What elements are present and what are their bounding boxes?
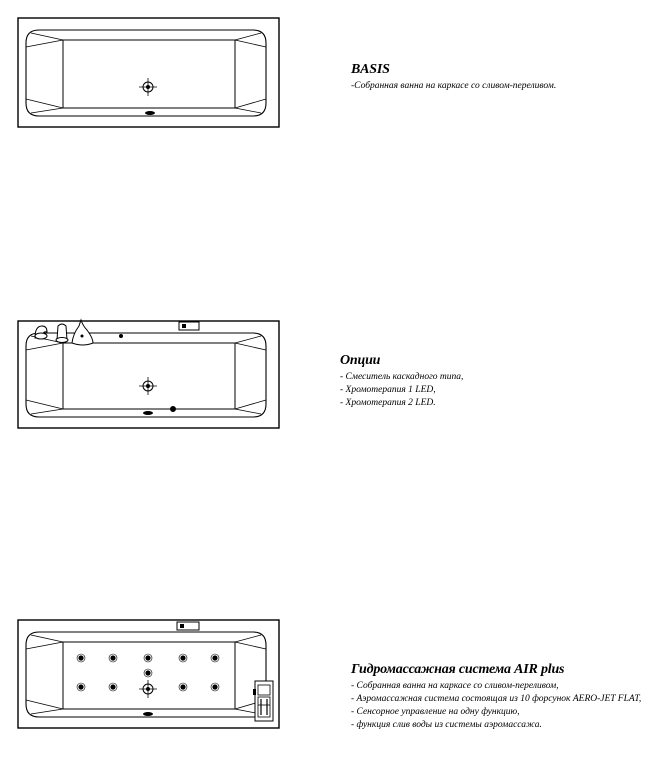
aero-jet-icon <box>109 683 117 691</box>
aero-jet-icon <box>144 654 152 662</box>
led-1-icon <box>119 334 123 338</box>
section-title: Опции <box>340 353 381 368</box>
section-air-plus <box>351 662 641 732</box>
aero-jet-icon <box>109 654 117 662</box>
section-title: BASIS <box>351 62 390 77</box>
section-basis <box>351 62 556 93</box>
tub-basin <box>63 343 235 409</box>
section-line: - Аэромассажная система состоящая из 10 форсунок AERO-JET FLAT, <box>351 694 642 704</box>
aero-jet-icon <box>179 654 187 662</box>
aero-jet-icon <box>211 654 219 662</box>
tub-rim <box>26 30 266 116</box>
air-blower-unit-icon <box>253 681 273 721</box>
tub-outer-frame <box>18 18 279 127</box>
section-line: - Хромотерапия 1 LED, <box>340 385 436 395</box>
aero-jet-icon <box>77 654 85 662</box>
tub-basin <box>63 642 235 709</box>
led-2-icon <box>170 406 176 412</box>
bathtub-drawing-air-plus <box>17 617 281 730</box>
cascade-mixer-icon <box>35 320 93 345</box>
section-line: - Хромотерапия 2 LED. <box>340 398 436 408</box>
section-line: -Собранная ванна на каркасе со сливом-переливом. <box>351 81 557 91</box>
bathtub-drawing-basis <box>17 17 281 129</box>
drain-icon <box>139 377 157 395</box>
section-line: - Сенсорное управление на одну функцию, <box>351 707 520 717</box>
aero-jet-icon <box>144 669 152 677</box>
tub-basin <box>63 40 235 108</box>
section-line: - Собранная ванна на каркасе со сливом-переливом, <box>351 681 559 691</box>
drain-icon <box>139 680 157 698</box>
drain-icon <box>139 78 157 96</box>
bathtub-drawing-options <box>17 318 281 430</box>
section-line: - Смеситель каскадного типа, <box>340 372 464 382</box>
overflow-icon <box>145 111 155 115</box>
aero-jet-icon <box>211 683 219 691</box>
aero-jet-icon <box>179 683 187 691</box>
overflow-icon <box>143 411 153 415</box>
aero-jet-icon <box>77 683 85 691</box>
section-title: Гидромассажная система AIR plus <box>351 662 565 677</box>
tub-rim <box>26 333 266 417</box>
section-line: - функция слив воды из системы аэромассажа. <box>351 720 542 730</box>
overflow-icon <box>143 712 153 716</box>
section-options <box>340 353 463 410</box>
